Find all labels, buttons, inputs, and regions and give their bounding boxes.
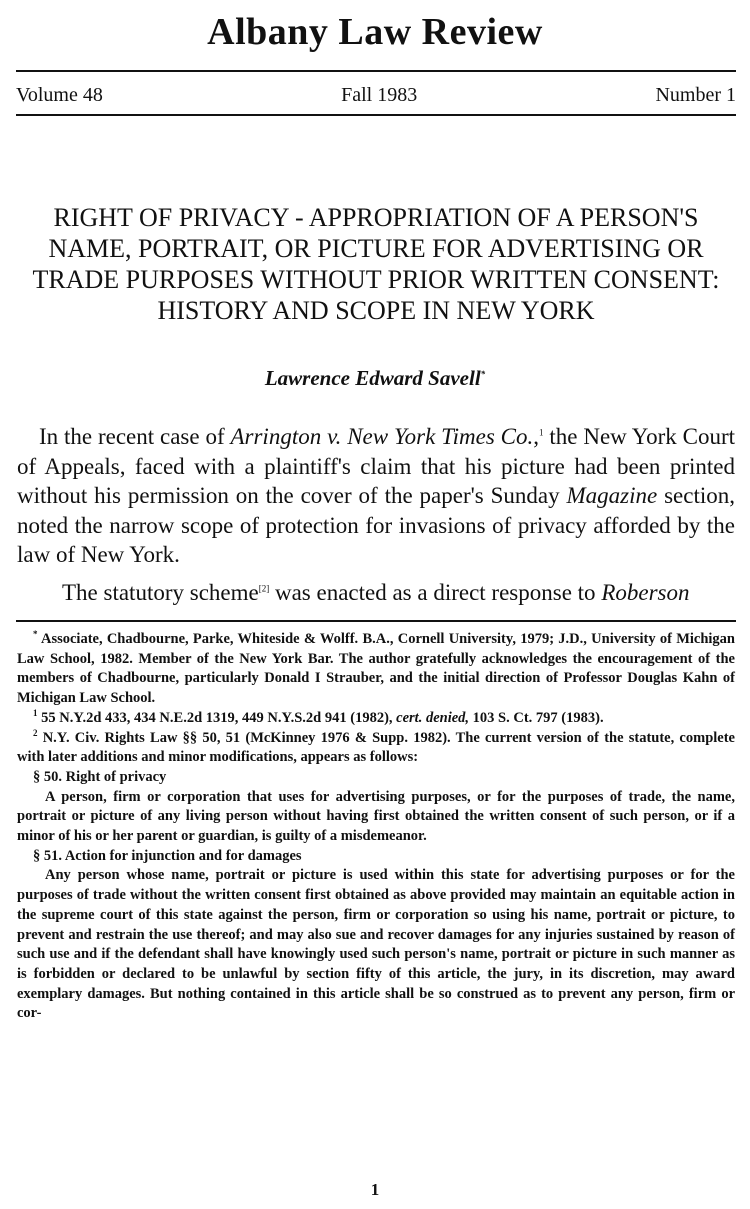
footnote-ref: [2] <box>258 582 270 593</box>
footnote-mark: * <box>33 629 38 640</box>
masthead-bottom-rule <box>16 114 736 116</box>
footnote-ref: 1 <box>539 427 544 438</box>
author-name: Lawrence Edward Savell <box>264 366 481 390</box>
footnote-author <box>17 630 735 709</box>
article-title: RIGHT OF PRIVACY - APPROPRIATION OF A PERSON'S NAME, PORTRAIT, OR PICTURE FOR ADVERTISING OR TRADE PURPOSES WITHOUT PRIOR WRITTEN CONSENT: HISTORY AND SCOPE IN NEW YORK <box>32 203 720 325</box>
author-byline <box>0 366 750 391</box>
footnote-text: N.Y. Civ. Rights Law §§ 50, 51 (McKinney 1976 & Supp. 1982). The current version of the statute, complete with later additions and minor modifications, appears as follows: <box>17 729 735 766</box>
volume-label: Volume 48 <box>16 84 103 106</box>
case-name: Arrington v. New York Times Co. <box>230 424 534 449</box>
body-text-run: In the recent case of <box>39 424 231 449</box>
article-body <box>17 422 735 607</box>
issue-number: Number 1 <box>655 84 736 106</box>
body-text-run: section, noted the narrow scope of protection for invasions of privacy afforded by the law of New York. <box>17 483 735 567</box>
issue-date: Fall 1983 <box>341 84 418 106</box>
statute-text-50: A person, firm or corporation that uses for advertising purposes, or for the purposes of trade, the name, portrait or picture of any living person without having first obtained the written consent of such person, or if a minor of his or her parent or guardian, is guilty of a misdemeanor. <box>17 788 735 845</box>
footnote-mark: 1 <box>33 707 38 718</box>
comma: , <box>533 424 540 449</box>
body-text-run: the New York Court of Appeals, faced with a plaintiff's claim that his picture had been printed without his permission on the cover of the paper's Sunday <box>17 424 736 508</box>
journal-title: Albany Law Review <box>207 11 543 53</box>
statute-text-51: Any person whose name, portrait or picture is used within this state for advertising purposes or for the purposes of trade without the written consent first obtained as above provided may maintain an equitable action in the supreme court of this state against the person, firm or corporation so using his name, portrait or picture, to prevent and restrain the use thereof; and may also sue and recover damages for any injuries sustained by reason of such use and if the defendant shall have knowingly used such person's name, portrait or picture in such manner as is forbidden or declared to be unlawful by section fifty of this article, the jury, in its discretion, may award exemplary damages. But nothing contained in this article shall be so construed as to prevent any person, firm or cor- <box>17 867 735 1022</box>
magazine-name: Magazine <box>566 483 658 508</box>
footnotes <box>17 630 735 1024</box>
footnote-text: Associate, Chadbourne, Parke, Whiteside & Wolff. B.A., Cornell University, 1979; J.D., University of Michigan Law School, 1982. Member of the New York Bar. The author gratefully acknowledges the encouragement of the members of Chadbourne, particularly Donald I Strauber, and the initial direction of Professor Douglas Kahn of Michigan Law School. <box>17 631 736 707</box>
footnote-text: 55 N.Y.2d 433, 434 N.E.2d 1319, 449 N.Y.S.2d 941 (1982), <box>41 709 397 726</box>
footnote-2 <box>17 729 735 768</box>
footnote-italic: cert. denied, <box>396 709 470 726</box>
page-number: 1 <box>370 1180 380 1199</box>
body-text-run: The statutory scheme <box>62 579 259 605</box>
footnote-1 <box>17 709 735 729</box>
statute-heading-51: § 51. Action for injunction and for damages <box>33 847 302 864</box>
footnote-separator <box>16 620 736 622</box>
statute-heading-50: § 50. Right of privacy <box>33 768 167 785</box>
body-text-run: was enacted as a direct response to <box>269 579 602 605</box>
masthead-top-rule <box>16 70 736 72</box>
case-name: Roberson <box>601 579 690 605</box>
footnote-text: 103 S. Ct. 797 (1983). <box>469 709 604 726</box>
masthead <box>16 84 736 107</box>
body-paragraph <box>17 578 735 608</box>
footnote-mark: 2 <box>33 727 38 738</box>
author-footnote-mark: * <box>480 369 486 379</box>
body-paragraph <box>17 422 735 570</box>
